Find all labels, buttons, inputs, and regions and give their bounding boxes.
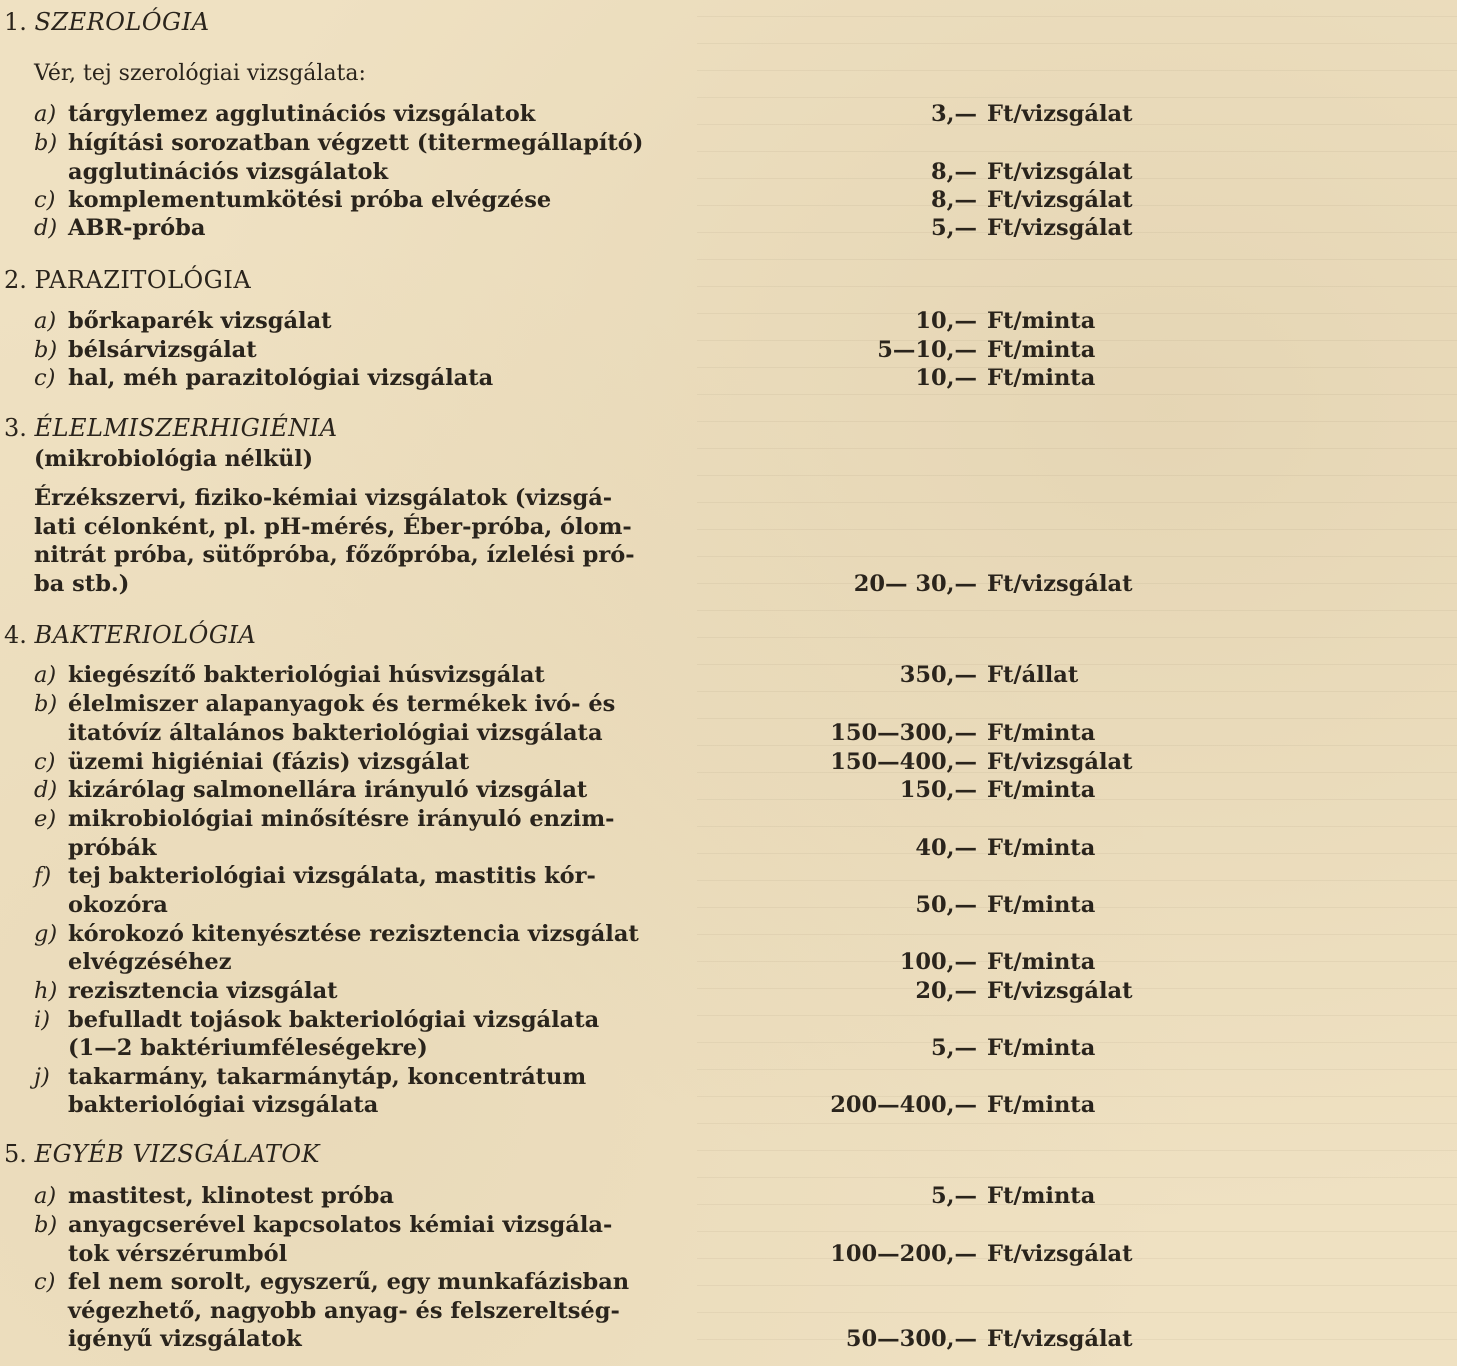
list-item [34,690,615,718]
item-label: a) [34,1183,57,1209]
item-text: hal, méh parazitológiai vizsgálata [68,365,494,391]
price-unit: Ft/állat [987,662,1079,688]
price-entry [700,186,1140,214]
list-item [34,920,639,948]
list-item [34,862,596,890]
price-amount: 8,— [931,187,977,213]
price-amount: 150—300,— [830,720,977,746]
item-label: f) [34,863,52,889]
section-heading-elelmiszerhigienia [4,414,338,442]
list-item [34,977,338,1005]
list-item [34,100,535,128]
list-item [34,1063,586,1091]
price-amount: 20,— [915,978,977,1004]
price-amount: 5—10,— [877,337,977,363]
list-item [34,776,587,804]
section-subtitle: (mikrobiológia nélkül) [34,446,314,472]
list-item [34,1182,394,1210]
item-label: b) [34,337,58,363]
item-label: e) [34,806,57,832]
price-unit: Ft/minta [987,1092,1096,1118]
price-amount: 150,— [899,777,977,803]
list-item [34,129,643,157]
paragraph-line: Érzékszervi, fiziko-kémiai vizsgálatok (vizsgá- [34,485,613,511]
item-text: kiegészítő bakteriológiai húsvizsgálat [68,662,545,688]
item-text: mastitest, klinotest próba [68,1183,394,1209]
price-amount: 3,— [931,101,977,127]
item-continuation: végezhető, nagyobb anyag- és felszereltség- [68,1298,620,1324]
item-label: d) [34,777,58,803]
item-label: c) [34,187,56,213]
price-amount: 8,— [931,159,977,185]
item-text: kórokozó kitenyésztése rezisztencia vizsgálat [68,921,639,947]
price-unit: Ft/minta [987,337,1096,363]
section-title: SZEROLÓGIA [34,8,210,36]
price-amount: 5,— [931,1183,977,1209]
item-text: kizárólag salmonellára irányuló vizsgálat [68,777,588,803]
item-label: g) [34,921,58,947]
price-amount: 20— 30,— [853,571,977,597]
section-title: EGYÉB VIZSGÁLATOK [34,1140,320,1168]
price-amount: 40,— [915,835,977,861]
price-unit: Ft/vizsgálat [987,978,1133,1004]
list-item [34,748,469,776]
item-text: élelmiszer alapanyagok és termékek ivó- és [68,691,616,717]
price-entry [700,100,1140,128]
item-continuation: okozóra [68,892,168,918]
price-unit: Ft/vizsgálat [987,1241,1133,1267]
paragraph-line: ba stb.) [34,571,130,597]
price-unit: Ft/minta [987,308,1096,334]
item-text: bőrkaparék vizsgálat [68,308,332,334]
item-label: c) [34,365,56,391]
section-number: 3. [4,414,27,442]
price-unit: Ft/vizsgálat [987,571,1133,597]
price-unit: Ft/minta [987,949,1096,975]
price-entry [700,891,1140,919]
item-label: a) [34,101,57,127]
section-title: ÉLELMISZERHIGIÉNIA [34,414,338,442]
price-unit: Ft/vizsgálat [987,159,1133,185]
item-continuation: itatóvíz általános bakteriológiai vizsgálata [68,720,603,746]
list-item [34,805,615,833]
item-text: befulladt tojások bakteriológiai vizsgálata [68,1007,600,1033]
section-number: 4. [4,621,27,649]
item-text: tárgylemez agglutinációs vizsgálatok [68,101,536,127]
item-text: takarmány, takarmánytáp, koncentrátum [68,1064,587,1090]
item-text: rezisztencia vizsgálat [68,978,338,1004]
price-entry [700,364,1140,392]
price-unit: Ft/vizsgálat [987,749,1133,775]
item-continuation: próbák [68,835,157,861]
price-amount: 5,— [931,215,977,241]
price-entry [700,661,1140,689]
paragraph-line: nitrát próba, sütőpróba, főzőpróba, ízlelési pró- [34,542,635,568]
price-entry [700,336,1140,364]
item-label: c) [34,749,56,775]
item-text: üzemi higiéniai (fázis) vizsgálat [68,749,470,775]
price-entry [700,748,1140,776]
price-entry [700,948,1140,976]
item-label: i) [34,1007,50,1033]
section-title: BAKTERIOLÓGIA [34,621,257,649]
item-text: anyagcserével kapcsolatos kémiai vizsgála- [68,1212,613,1238]
item-text: tej bakteriológiai vizsgálata, mastitis kór- [68,863,596,889]
price-entry [700,1240,1140,1268]
price-unit: Ft/vizsgálat [987,1326,1133,1352]
price-entry [700,307,1140,335]
price-amount: 200—400,— [830,1092,977,1118]
price-amount: 100—200,— [830,1241,977,1267]
section-number: 2. [4,266,27,294]
price-entry [700,1034,1140,1062]
price-entry [700,570,1140,598]
list-item [34,336,257,364]
price-unit: Ft/minta [987,1035,1096,1061]
item-continuation: bakteriológiai vizsgálata [68,1092,379,1118]
price-amount: 100,— [899,949,977,975]
price-amount: 10,— [915,365,977,391]
section-heading-parazitologia [4,266,251,294]
item-continuation: igényű vizsgálatok [68,1326,302,1352]
price-entry [700,1325,1140,1353]
item-label: h) [34,978,58,1004]
list-item [34,1268,629,1296]
price-entry [700,977,1140,1005]
list-item [34,186,551,214]
item-text: mikrobiológiai minősítésre irányuló enzim- [68,806,615,832]
item-label: a) [34,662,57,688]
item-continuation: elvégzéséhez [68,949,232,975]
section-heading-serologia [4,8,210,36]
price-amount: 10,— [915,308,977,334]
price-unit: Ft/minta [987,777,1096,803]
price-amount: 5,— [931,1035,977,1061]
item-continuation: agglutinációs vizsgálatok [68,159,389,185]
item-continuation: tok vérszérumból [68,1241,288,1267]
price-amount: 150—400,— [830,749,977,775]
price-unit: Ft/minta [987,365,1096,391]
section-heading-bakteriologia [4,621,256,649]
item-text: ABR-próba [68,215,206,241]
price-unit: Ft/minta [987,835,1096,861]
section-number: 5. [4,1140,27,1168]
item-text: hígítási sorozatban végzett (titermegállapító) [68,130,644,156]
list-item [34,214,205,242]
price-unit: Ft/vizsgálat [987,215,1133,241]
paragraph-line: lati célonként, pl. pH-mérés, Éber-próba, ólom- [34,514,632,540]
price-entry [700,158,1140,186]
price-unit: Ft/minta [987,892,1096,918]
price-amount: 350,— [899,662,977,688]
item-label: c) [34,1269,56,1295]
section-title: PARAZITOLÓGIA [34,266,252,294]
price-amount: 50—300,— [845,1326,977,1352]
item-label: d) [34,215,58,241]
price-unit: Ft/minta [987,720,1096,746]
item-text: fel nem sorolt, egyszerű, egy munkafázisban [68,1269,630,1295]
item-label: a) [34,308,57,334]
list-item [34,1006,599,1034]
price-amount: 50,— [915,892,977,918]
price-unit: Ft/vizsgálat [987,187,1133,213]
price-entry [700,834,1140,862]
list-item [34,307,332,335]
list-item [34,1211,612,1239]
item-text: komplementumkötési próba elvégzése [68,187,552,213]
price-entry [700,214,1140,242]
list-item [34,661,545,689]
item-label: j) [34,1064,50,1090]
item-continuation: (1—2 baktériumféleségekre) [68,1035,428,1061]
intro-text: Vér, tej szerológiai vizsgálata: [34,61,366,86]
section-number: 1. [4,8,27,36]
item-label: b) [34,130,58,156]
item-label: b) [34,691,58,717]
price-entry [700,776,1140,804]
price-unit: Ft/vizsgálat [987,101,1133,127]
item-label: b) [34,1212,58,1238]
price-unit: Ft/minta [987,1183,1096,1209]
price-entry [700,1091,1140,1119]
price-entry [700,719,1140,747]
price-entry [700,1182,1140,1210]
section-heading-egyeb [4,1140,320,1168]
item-text: bélsárvizsgálat [68,337,257,363]
list-item [34,364,493,392]
